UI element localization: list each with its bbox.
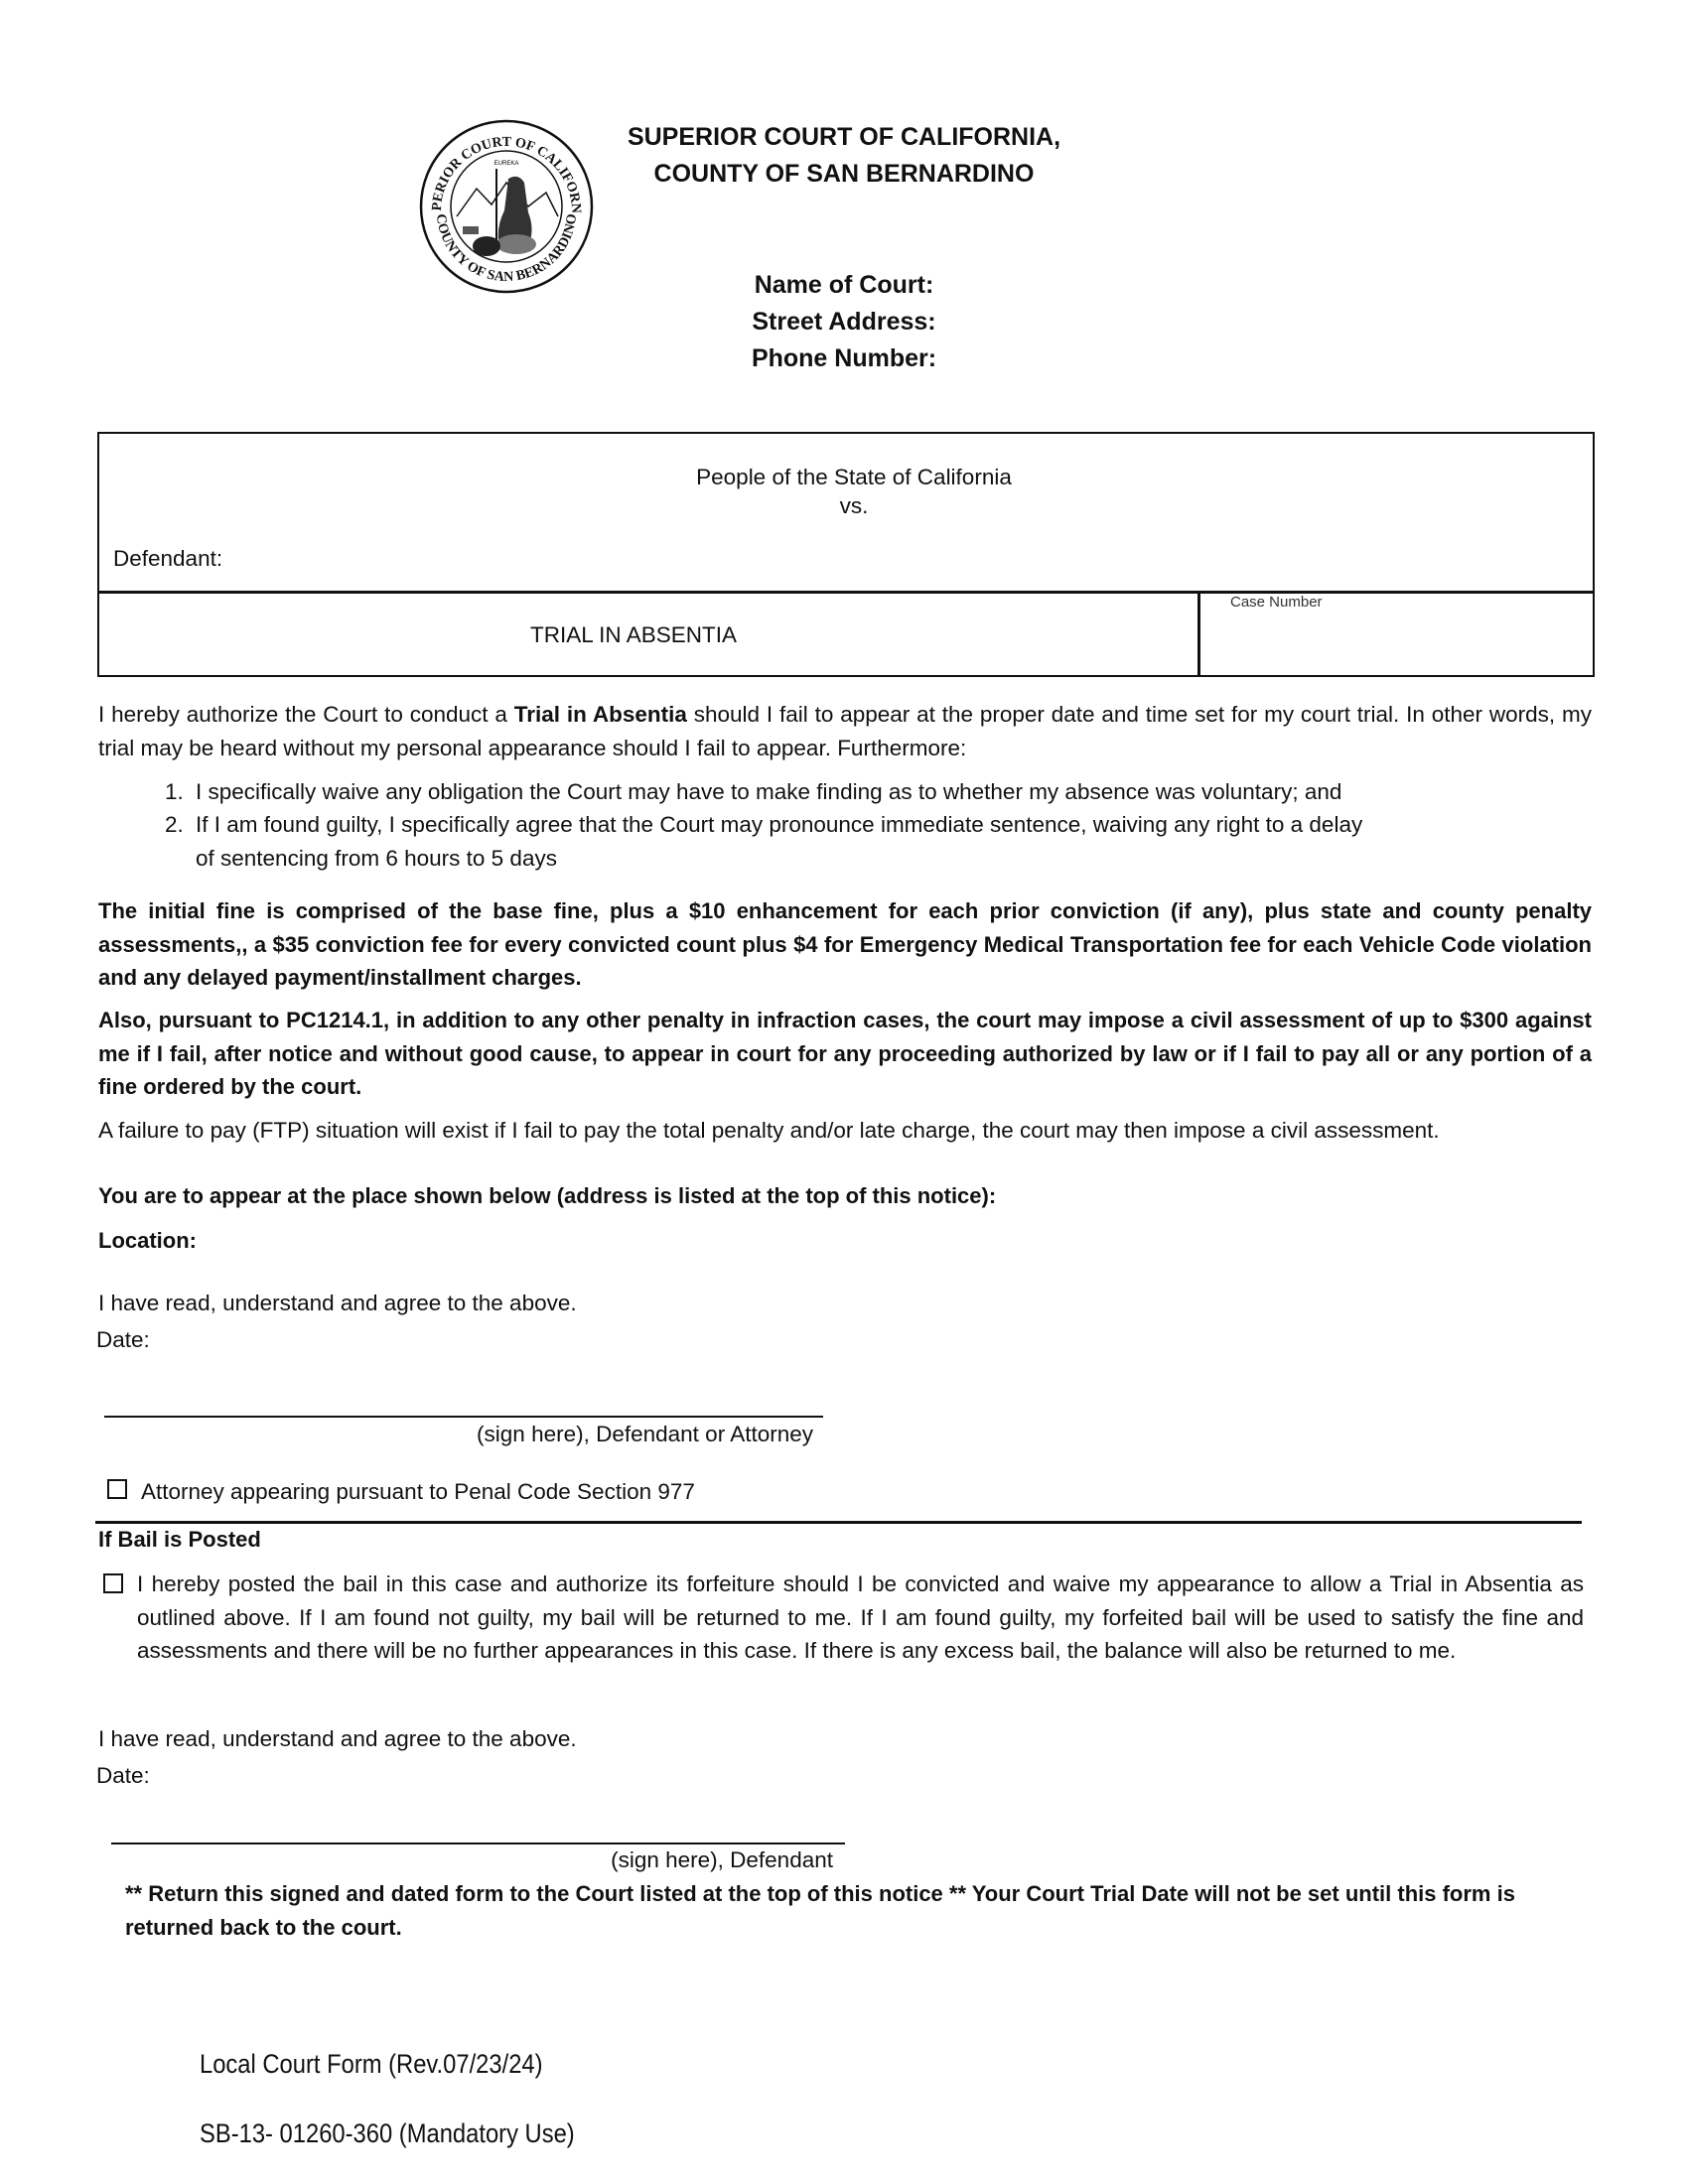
intro-bold: Trial in Absentia [513, 702, 687, 727]
location-field[interactable] [218, 1221, 1211, 1257]
intro-paragraph [98, 698, 1592, 764]
people-text: People of the State of California [696, 465, 1012, 489]
list-text: I specifically waive any obligation the Court may have to make finding as to whether my absence was voluntary; and [196, 779, 1342, 804]
vs-text: vs. [839, 493, 869, 518]
form-title: TRIAL IN ABSENTIA [530, 622, 737, 647]
svg-text:COUNTY OF SAN BERNARDINO: COUNTY OF SAN BERNARDINO [432, 212, 581, 286]
svg-text:SUPERIOR COURT OF CALIFORNIA: PERIOR COURT OF CALIFORN [429, 134, 584, 214]
section-rule [95, 1521, 1582, 1524]
list-number: 1. [165, 779, 184, 804]
agree-text-1: I have read, understand and agree to the above. [98, 1291, 577, 1315]
intro-post: should I fail to appear at the proper date and time set for my court trial. In other words, my trial may be heard without my personal appearance should I fail to appear. Furthermore: [98, 702, 1593, 760]
bail-heading: If Bail is Posted [98, 1527, 261, 1552]
phone-number-label: Phone Number: [751, 344, 937, 372]
svg-text:EUREKA: EUREKA [493, 161, 519, 167]
return-notice: ** Return this signed and dated form to the Court listed at the top of this notice ** Your Court Trial Date will not be set until this form is returned back to the court. [125, 1881, 1515, 1940]
form-revision: Local Court Form (Rev.07/23/24) [200, 2049, 543, 2079]
agree-text-2: I have read, understand and agree to the above. [98, 1726, 577, 1751]
case-number-label: Case Number [1230, 594, 1323, 611]
bail-posted-paragraph: I hereby posted the bail in this case and authorize its forfeiture should I be convicted and waive my appearance to allow a Trial in Absentia as outlined above. If I am found not guilty, my bail will be returned to me. If I am found guilty, my forfeited bail will be used to satisfy the fine and assessments and there will be no further appearances in this case. If there is any excess bail, the balance will also be returned to me. [137, 1571, 1584, 1663]
defendant-label: Defendant: [113, 546, 223, 571]
case-number-field[interactable] [1203, 615, 1591, 673]
court-title-line2: COUNTY OF SAN BERNARDINO [653, 160, 1035, 188]
list-item [165, 775, 1495, 809]
street-address-label: Street Address: [752, 308, 936, 336]
date-label-2: Date: [96, 1763, 150, 1788]
fine-paragraph: The initial fine is comprised of the base fine, plus a $10 enhancement for each prior conviction (if any), plus state and county penalty assessments,, a $35 conviction fee for every convicted count plus $4 for Emergency Medical Transportation fee for each Vehicle Code violation and any delayed payment/installment charges. [98, 898, 1592, 990]
court-info [695, 267, 993, 377]
bail-posted-text [98, 1568, 1584, 1668]
civil-assessment-paragraph: Also, pursuant to PC1214.1, in addition to any other penalty in infraction cases, the court may impose a civil assessment of up to $300 against me if I fail, after notice and without good cause, to appear in court for any proceeding authorized by law or if I fail to pay all or any portion of a fine ordered by the court. [98, 1008, 1592, 1099]
court-title-line1: SUPERIOR COURT OF CALIFORNIA, [627, 123, 1061, 151]
case-number-divider [1197, 591, 1200, 677]
list-number: 2. [165, 812, 184, 837]
ftp-paragraph: A failure to pay (FTP) situation will exist if I fail to pay the total penalty and/or late charge, the court may then impose a civil assessment. [98, 1118, 1440, 1143]
court-title [556, 119, 1132, 193]
name-of-court-label: Name of Court: [754, 271, 934, 299]
caption-divider [97, 591, 1595, 594]
date-field-2[interactable] [169, 1757, 665, 1791]
attorney-977-checkbox[interactable] [107, 1479, 127, 1499]
attorney-977-label: Attorney appearing pursuant to Penal Code Section 977 [141, 1479, 695, 1504]
date-label-1: Date: [96, 1327, 150, 1352]
sign-label-1: (sign here), Defendant or Attorney [477, 1422, 813, 1446]
intro-pre: I hereby authorize the Court to conduct a [98, 702, 514, 727]
date-field-1[interactable] [169, 1320, 665, 1354]
list-item [165, 808, 1426, 875]
location-label: Location: [98, 1228, 197, 1253]
list-text: If I am found guilty, I specifically agree that the Court may pronounce immediate sentence, waiving any right to a delay of sentencing from 6 hours to 5 days [196, 812, 1363, 871]
form-number: SB-13- 01260-360 (Mandatory Use) [200, 2118, 575, 2148]
sign-label-2: (sign here), Defendant [611, 1847, 833, 1872]
appear-line: You are to appear at the place shown below (address is listed at the top of this notice): [98, 1183, 997, 1208]
